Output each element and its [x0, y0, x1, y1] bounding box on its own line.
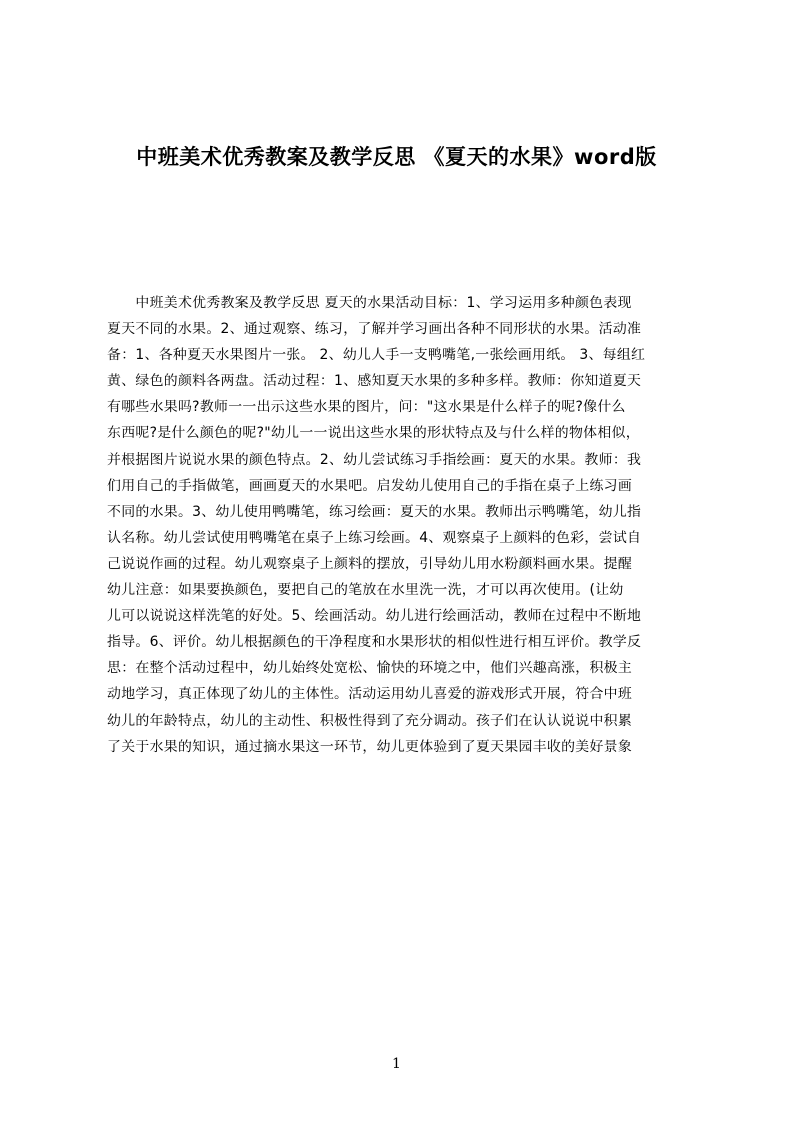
body-line: 黄、绿色的颜料各两盘。活动过程：1、感知夏天水果的多种多样。教师：你知道夏天: [107, 373, 642, 390]
body-line: 己说说作画的过程。幼儿观察桌子上颜料的摆放，引导幼儿用水粉颜料画水果。提醒: [107, 555, 633, 572]
body-line: 们用自己的手指做笔，画画夏天的水果吧。启发幼儿使用自己的手指在桌子上练习画: [107, 477, 633, 494]
body-line: 指导。6、评价。幼儿根据颜色的干净程度和水果形状的相似性进行相互评价。教学反: [107, 634, 642, 651]
body-line: 认名称。幼儿尝试使用鸭嘴笔在桌子上练习绘画。4、观察桌子上颜料的色彩，尝试自: [107, 529, 642, 546]
body-line: 夏天不同的水果。2、通过观察、练习，了解并学习画出各种不同形状的水果。活动准: [107, 321, 642, 338]
body-line: 东西呢?是什么颜色的呢?"幼儿一一说出这些水果的形状特点及与什么样的物体相似，: [107, 425, 640, 442]
page-number: 1: [392, 1056, 401, 1072]
body-line: 动地学习，真正体现了幼儿的主体性。活动运用幼儿喜爱的游戏形式开展，符合中班: [107, 686, 633, 703]
body-line: 了关于水果的知识，通过摘水果这一环节，幼儿更体验到了夏天果园丰收的美好景象: [107, 738, 633, 755]
body-line: 并根据图片说说水果的颜色特点。2、幼儿尝试练习手指绘画：夏天的水果。教师：我: [107, 451, 642, 468]
body-line: 备：1、各种夏天水果图片一张。 2、幼儿人手一支鸭嘴笔,一张绘画用纸。 3、每组红: [107, 347, 646, 364]
body-line: 幼儿的年龄特点，幼儿的主动性、积极性得到了充分调动。孩子们在认认说说中积累: [107, 712, 633, 729]
body-line: 幼儿注意：如果要换颜色，要把自己的笔放在水里洗一洗，才可以再次使用。(让幼: [107, 582, 624, 599]
document-title: 中班美术优秀教案及教学反思 《夏天的水果》word版: [136, 145, 657, 169]
body-line: 儿可以说说这样洗笔的好处。5、绘画活动。幼儿进行绘画活动，教师在过程中不断地: [107, 608, 642, 625]
body-line: 思：在整个活动过程中，幼儿始终处宽松、愉快的环境之中，他们兴趣高涨，积极主: [107, 660, 633, 677]
document-body: [107, 290, 695, 760]
body-line: 不同的水果。3、幼儿使用鸭嘴笔，练习绘画：夏天的水果。教师出示鸭嘴笔，幼儿指: [107, 503, 642, 520]
body-line: 中班美术优秀教案及教学反思 夏天的水果活动目标：1、学习运用多种颜色表现: [107, 295, 632, 311]
body-line: 有哪些水果吗?教师一一出示这些水果的图片，问："这水果是什么样子的呢?像什么: [107, 399, 626, 416]
